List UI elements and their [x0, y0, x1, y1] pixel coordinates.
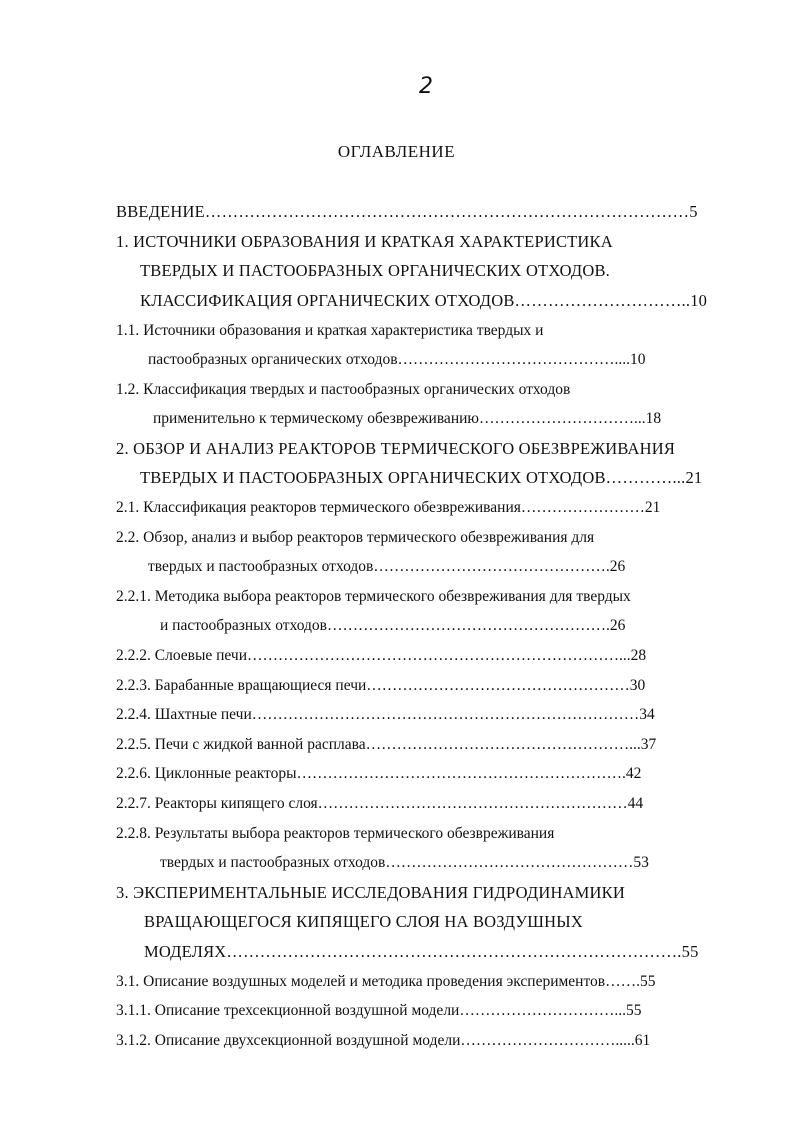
toc-chapter-1-line1: 1. ИСТОЧНИКИ ОБРАЗОВАНИЯ И КРАТКАЯ ХАРАКТЕРИСТИКА — [116, 232, 613, 251]
toc-section-3-1: 3.1. Описание воздушных моделей и методика проведения экспериментов…….55 — [116, 973, 656, 990]
toc-chapter-2-line1: 2. ОБЗОР И АНАЛИЗ РЕАКТОРОВ ТЕРМИЧЕСКОГО ОБЕЗВРЕЖИВАНИЯ — [116, 439, 676, 458]
toc-section-2-2-5: 2.2.5. Печи с жидкой ванной расплава……………………………………………...37 — [116, 736, 657, 753]
toc-section-3-1-1: 3.1.1. Описание трехсекционной воздушной модели…………………………...55 — [116, 1002, 642, 1019]
toc-section-2-2-line1: 2.2. Обзор, анализ и выбор реакторов термического обезвреживания для — [116, 529, 595, 546]
toc-chapter-3-line1: 3. ЭКСПЕРИМЕНТАЛЬНЫЕ ИССЛЕДОВАНИЯ ГИДРОДИНАМИКИ — [116, 883, 625, 902]
toc-section-1-1-line1: 1.1. Источники образования и краткая характеристика твердых и — [116, 322, 544, 339]
toc-section-1-2-line1: 1.2. Классификация твердых и пастообразных органических отходов — [116, 381, 571, 398]
page-number: 2 — [419, 74, 433, 99]
toc-title: ОГЛАВЛЕНИЕ — [337, 142, 456, 161]
toc-chapter-2-line2: ТВЕРДЫХ И ПАСТООБРАЗНЫХ ОРГАНИЧЕСКИХ ОТХОДОВ…………...21 — [140, 468, 703, 487]
toc-chapter-1-line3: КЛАССИФИКАЦИЯ ОРГАНИЧЕСКИХ ОТХОДОВ…………………………..10 — [140, 291, 708, 310]
toc-section-2-2-line2: твердых и пастообразных отходов……………………………………….26 — [148, 558, 626, 575]
toc-section-2-1: 2.1. Классификация реакторов термического обезвреживания……………………21 — [116, 499, 661, 516]
toc-section-2-2-1-line1: 2.2.1. Методика выбора реакторов термического обезвреживания для твердых — [116, 588, 631, 605]
toc-section-3-1-2: 3.1.2. Описание двухсекционной воздушной модели………………………….....61 — [116, 1032, 651, 1049]
toc-chapter-1-line2: ТВЕРДЫХ И ПАСТООБРАЗНЫХ ОРГАНИЧЕСКИХ ОТХОДОВ. — [140, 261, 611, 280]
toc-entry-introduction: ВВЕДЕНИЕ……………………………………………………………………………5 — [116, 202, 698, 221]
toc-section-2-2-2: 2.2.2. Слоевые печи………………………………………………………………...28 — [116, 647, 647, 664]
toc-section-2-2-1-line2: и пастообразных отходов……………………………………………….26 — [160, 617, 626, 634]
toc-section-1-1-line2: пастообразных органических отходов……………………………………....10 — [148, 351, 646, 368]
toc-section-1-2-line2: применительно к термическому обезвреживанию…………………………...18 — [153, 410, 662, 427]
toc-chapter-3-line2: ВРАЩАЮЩЕГОСЯ КИПЯЩЕГО СЛОЯ НА ВОЗДУШНЫХ — [144, 912, 583, 931]
toc-section-2-2-8-line1: 2.2.8. Результаты выбора реакторов термического обезвреживания — [116, 825, 555, 842]
toc-section-2-2-4: 2.2.4. Шахтные печи…………………………………………………………………34 — [116, 706, 655, 723]
toc-section-2-2-7: 2.2.7. Реакторы кипящего слоя……………………………………………………44 — [116, 795, 644, 812]
toc-section-2-2-8-line2: твердых и пастообразных отходов…………………………………………53 — [160, 854, 649, 871]
toc-chapter-3-line3: МОДЕЛЯХ……………………………………………………………………….55 — [144, 942, 699, 961]
toc-section-2-2-6: 2.2.6. Циклонные реакторы……………………………………………………….42 — [116, 765, 642, 782]
toc-section-2-2-3: 2.2.3. Барабанные вращающиеся печи……………………………………………30 — [116, 677, 646, 694]
